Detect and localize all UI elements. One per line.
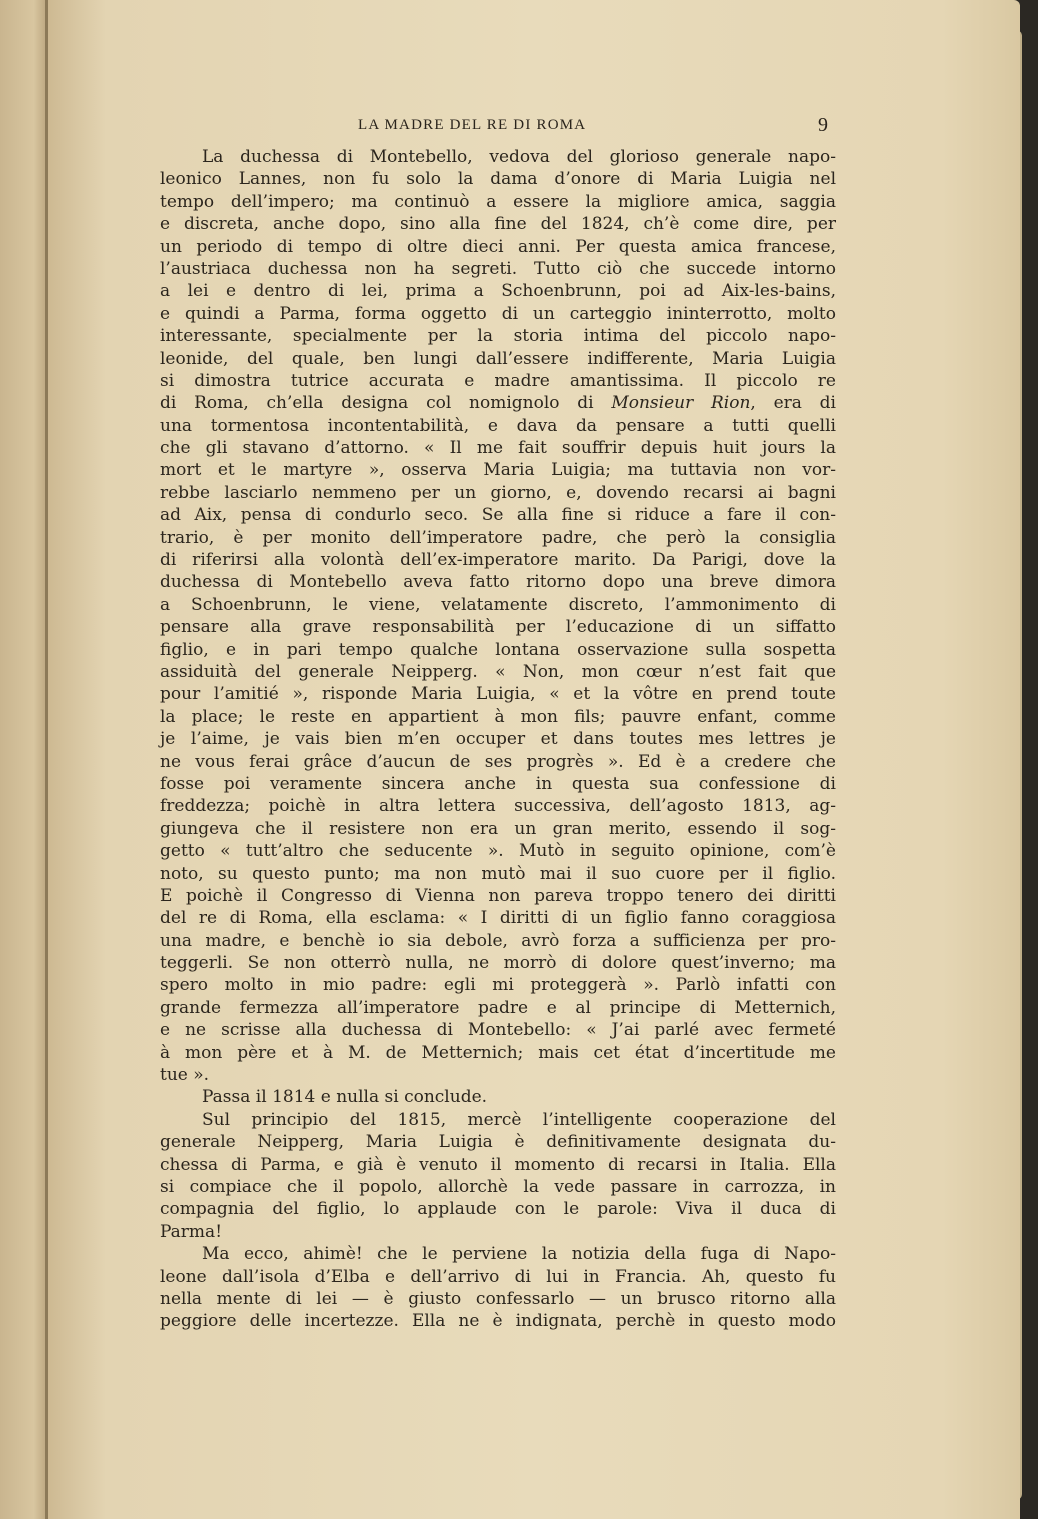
text-line: spero molto in mio padre: egli mi proteggerà ». Parlò infatti con [160,975,836,996]
text-line: teggerli. Se non otterrò nulla, ne morrò di dolore quest’inverno; ma [160,953,836,974]
running-title: LA MADRE DEL RE DI ROMA [358,117,587,133]
text-line: la place; le reste en appartient à mon fils; pauvre enfant, comme [160,706,836,727]
text-line: rebbe lasciarlo nemmeno per un giorno, e, dovendo recarsi ai bagni [160,482,836,503]
text-line: a Schoenbrunn, le viene, velatamente discreto, l’ammonimento di [160,594,836,615]
text-line: del re di Roma, ella esclama: « I diritti di un figlio fanno coraggiosa [160,908,836,929]
text-line: Parma! [160,1221,223,1242]
text-line: ad Aix, pensa di condurlo seco. Se alla fine si riduce a fare il con- [160,505,836,526]
page-number: 9 [818,114,828,136]
text-line: peggiore delle incertezze. Ella ne è indignata, perchè in questo modo [160,1311,836,1332]
text-line: à mon père et à M. de Metternich; mais cet état d’incertitude me [160,1042,836,1063]
text-line: grande fermezza all’imperatore padre e al principe di Metternich, [160,997,836,1018]
text-line: figlio, e in pari tempo qualche lontana osservazione sulla sospetta [160,639,836,660]
text-line: si dimostra tutrice accurata e madre amantissima. Il piccolo re [160,370,836,391]
text-line: un periodo di tempo di oltre dieci anni. Per questa amica francese, [160,236,836,257]
text-line: La duchessa di Montebello, vedova del glorioso generale napo- [202,147,836,167]
text-line: nella mente di lei — è giusto confessarlo — un brusco ritorno alla [160,1288,836,1309]
text-line: e discreta, anche dopo, sino alla fine del 1824, ch’è come dire, per [160,214,836,235]
text-segment: , era di [750,393,836,414]
italic-nickname: Monsieur Rion [611,393,751,414]
text-line: getto « tutt’altro che seducente ». Mutò in seguito opinione, com’è [160,841,836,862]
text-line: Passa il 1814 e nulla si conclude. [202,1087,488,1108]
text-segment: di Roma, ch’ella designa col nomignolo di [160,393,612,414]
text-line: chessa di Parma, e già è venuto il momento di recarsi in Italia. Ella [160,1154,836,1175]
facing-page-edge [0,0,48,1519]
text-line: Ma ecco, ahimè! che le perviene la notizia della fuga di Napo- [202,1244,836,1265]
text-line: a lei e dentro di lei, prima a Schoenbrunn, poi ad Aix-les-bains, [160,281,836,302]
text-line: l’austriaca duchessa non ha segreti. Tutto ciò che succede intorno [160,258,836,279]
text-line: e quindi a Parma, forma oggetto di un carteggio ininterrotto, molto [160,303,836,324]
text-line: mort et le martyre », osserva Maria Luigia; ma tuttavia non vor- [160,460,836,481]
text-line: di riferirsi alla volontà dell’ex-imperatore marito. Da Parigi, dove la [160,550,836,571]
text-line: compagnia del figlio, lo applaude con le parole: Viva il duca di [160,1199,836,1220]
text-line: leonide, del quale, ben lungi dall’essere indifferente, Maria Luigia [160,348,836,369]
text-line: si compiace che il popolo, allorchè la vede passare in carrozza, in [160,1176,836,1197]
text-line: fosse poi veramente sincera anche in questa sua confessione di [160,773,836,794]
text-line: tempo dell’impero; ma continuò a essere la migliore amica, saggia [160,191,836,212]
text-line: giungeva che il resistere non era un gran merito, essendo il sog- [160,818,836,839]
text-line: noto, su questo punto; ma non mutò mai il suo cuore per il figlio. [160,863,836,884]
text-line-mixed [160,392,836,414]
text-line: che gli stavano d’attorno. « Il me fait souffrir depuis huit jours la [160,438,836,459]
text-line: una tormentosa incontentabilità, e dava da pensare a tutti quelli [160,415,836,436]
text-line: assiduità del generale Neipperg. « Non, mon cœur n’est fait que [160,661,836,682]
text-line: interessante, specialmente per la storia intima del piccolo napo- [160,326,836,347]
text-line: leone dall’isola d’Elba e dell’arrivo di lui in Francia. Ah, questo fu [160,1266,836,1287]
text-line: ne vous ferai grâce d’aucun de ses progrès ». Ed è a credere che [160,751,836,772]
page-body [160,146,836,1333]
text-line: e ne scrisse alla duchessa di Montebello: « J’ai parlé avec fermeté [160,1020,836,1041]
text-line: una madre, e benchè io sia debole, avrò forza a sufficienza per pro- [160,930,836,951]
text-line: E poichè il Congresso di Vienna non pareva troppo tenero dei diritti [160,885,836,906]
text-line: leonico Lannes, non fu solo la dama d’onore di Maria Luigia nel [160,169,836,190]
text-line: tue ». [160,1065,210,1086]
text-line: trario, è per monito dell’imperatore padre, che però la consiglia [160,527,836,548]
text-line: pour l’amitié », risponde Maria Luigia, « et la vôtre en prend toute [160,684,836,705]
text-line: pensare alla grave responsabilità per l’educazione di un siffatto [160,617,836,638]
text-line: generale Neipperg, Maria Luigia è definitivamente designata du- [160,1132,836,1153]
text-line: je l’aime, je vais bien m’en occuper et dans toutes mes lettres je [160,729,836,750]
text-line: freddezza; poichè in altra lettera successiva, dell’agosto 1813, ag- [160,796,836,817]
text-line: Sul principio del 1815, mercè l’intelligente cooperazione del [202,1109,836,1130]
text-line: duchessa di Montebello aveva fatto ritorno dopo una breve dimora [160,572,836,593]
